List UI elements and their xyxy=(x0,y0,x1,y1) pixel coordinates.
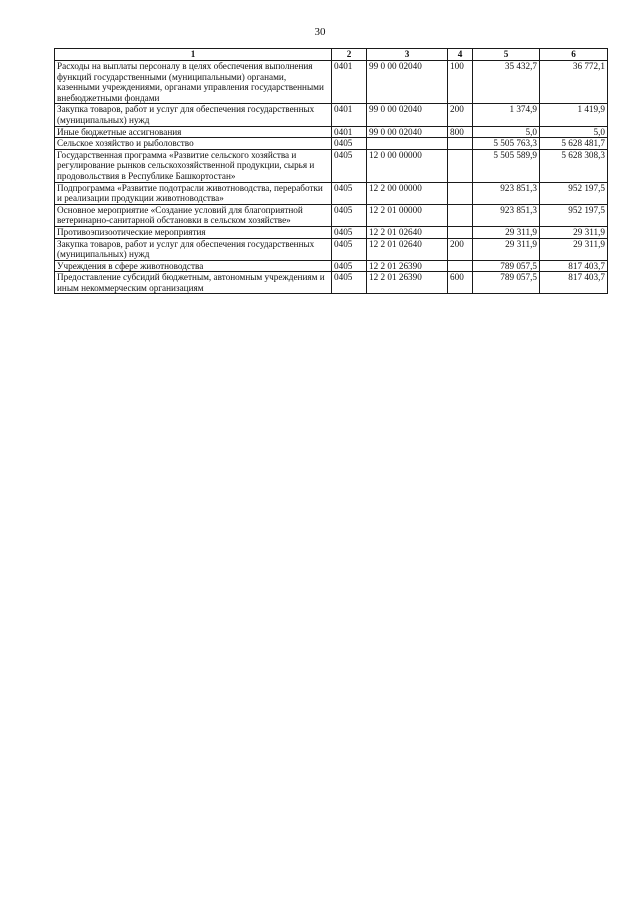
cell-amount-2: 5 628 308,3 xyxy=(540,149,608,182)
cell-name: Расходы на выплаты персоналу в целях обеспечения выполнения функций государственными (муниципальными) органами, казенными учреждениями, органами управления государственными внебюджетными фондами xyxy=(55,61,332,104)
header-col-3: 3 xyxy=(367,49,448,61)
cell-target-code: 12 2 01 26390 xyxy=(367,272,448,294)
cell-amount-2: 817 403,7 xyxy=(540,272,608,294)
table-row xyxy=(55,238,608,260)
cell-section-code: 0405 xyxy=(332,138,367,150)
cell-amount-2: 29 311,9 xyxy=(540,226,608,238)
cell-section-code: 0405 xyxy=(332,204,367,226)
cell-amount-1: 923 851,3 xyxy=(473,182,540,204)
cell-section-code: 0405 xyxy=(332,182,367,204)
cell-target-code xyxy=(367,138,448,150)
cell-expense-type xyxy=(448,204,473,226)
cell-expense-type: 200 xyxy=(448,104,473,126)
cell-expense-type xyxy=(448,138,473,150)
cell-target-code: 12 2 01 00000 xyxy=(367,204,448,226)
cell-amount-1: 5 505 589,9 xyxy=(473,149,540,182)
cell-expense-type xyxy=(448,182,473,204)
cell-name: Подпрограмма «Развитие подотрасли животноводства, переработки и реализации продукции животноводства» xyxy=(55,182,332,204)
header-col-2: 2 xyxy=(332,49,367,61)
page-number: 30 xyxy=(314,26,326,38)
cell-name: Предоставление субсидий бюджетным, автономным учреждениям и иным некоммерческим организациям xyxy=(55,272,332,294)
cell-target-code: 12 2 01 02640 xyxy=(367,238,448,260)
budget-table xyxy=(54,48,608,294)
cell-section-code: 0405 xyxy=(332,238,367,260)
header-col-4: 4 xyxy=(448,49,473,61)
table-header-row xyxy=(55,49,608,61)
cell-amount-1: 789 057,5 xyxy=(473,272,540,294)
table-row xyxy=(55,138,608,150)
cell-name: Учреждения в сфере животноводства xyxy=(55,260,332,272)
cell-name: Закупка товаров, работ и услуг для обеспечения государственных (муниципальных) нужд xyxy=(55,238,332,260)
cell-target-code: 99 0 00 02040 xyxy=(367,104,448,126)
cell-amount-1: 789 057,5 xyxy=(473,260,540,272)
cell-amount-1: 5,0 xyxy=(473,126,540,138)
table-row xyxy=(55,260,608,272)
table-row xyxy=(55,61,608,104)
cell-expense-type xyxy=(448,149,473,182)
cell-amount-1: 29 311,9 xyxy=(473,238,540,260)
cell-name: Противоэпизоотические мероприятия xyxy=(55,226,332,238)
cell-section-code: 0405 xyxy=(332,260,367,272)
cell-expense-type: 200 xyxy=(448,238,473,260)
table-row xyxy=(55,226,608,238)
cell-target-code: 12 2 00 00000 xyxy=(367,182,448,204)
table-row xyxy=(55,104,608,126)
table-row xyxy=(55,149,608,182)
cell-section-code: 0401 xyxy=(332,61,367,104)
cell-section-code: 0405 xyxy=(332,226,367,238)
cell-target-code: 12 0 00 00000 xyxy=(367,149,448,182)
cell-section-code: 0401 xyxy=(332,104,367,126)
cell-amount-2: 1 419,9 xyxy=(540,104,608,126)
cell-amount-2: 29 311,9 xyxy=(540,238,608,260)
cell-name: Иные бюджетные ассигнования xyxy=(55,126,332,138)
cell-name: Закупка товаров, работ и услуг для обеспечения государственных (муниципальных) нужд xyxy=(55,104,332,126)
cell-amount-1: 5 505 763,3 xyxy=(473,138,540,150)
cell-section-code: 0401 xyxy=(332,126,367,138)
table-row xyxy=(55,272,608,294)
cell-amount-2: 36 772,1 xyxy=(540,61,608,104)
cell-expense-type: 600 xyxy=(448,272,473,294)
cell-amount-2: 952 197,5 xyxy=(540,182,608,204)
cell-name: Государственная программа «Развитие сельского хозяйства и регулирование рынков сельскохозяйственной продукции, сырья и продовольствия в Республике Башкортостан» xyxy=(55,149,332,182)
cell-expense-type xyxy=(448,226,473,238)
cell-target-code: 99 0 00 02040 xyxy=(367,61,448,104)
header-col-1: 1 xyxy=(55,49,332,61)
cell-target-code: 12 2 01 02640 xyxy=(367,226,448,238)
table-body xyxy=(55,61,608,294)
cell-amount-2: 817 403,7 xyxy=(540,260,608,272)
cell-expense-type: 100 xyxy=(448,61,473,104)
cell-amount-2: 952 197,5 xyxy=(540,204,608,226)
header-col-5: 5 xyxy=(473,49,540,61)
cell-amount-2: 5,0 xyxy=(540,126,608,138)
cell-amount-1: 29 311,9 xyxy=(473,226,540,238)
cell-section-code: 0405 xyxy=(332,272,367,294)
cell-amount-1: 923 851,3 xyxy=(473,204,540,226)
cell-expense-type xyxy=(448,260,473,272)
table-row xyxy=(55,182,608,204)
cell-target-code: 12 2 01 26390 xyxy=(367,260,448,272)
table-row xyxy=(55,204,608,226)
cell-expense-type: 800 xyxy=(448,126,473,138)
cell-section-code: 0405 xyxy=(332,149,367,182)
header-col-6: 6 xyxy=(540,49,608,61)
cell-amount-1: 35 432,7 xyxy=(473,61,540,104)
cell-amount-1: 1 374,9 xyxy=(473,104,540,126)
table-row xyxy=(55,126,608,138)
cell-name: Сельское хозяйство и рыболовство xyxy=(55,138,332,150)
cell-target-code: 99 0 00 02040 xyxy=(367,126,448,138)
cell-name: Основное мероприятие «Создание условий для благоприятной ветеринарно-санитарной обстановки в сельском хозяйстве» xyxy=(55,204,332,226)
cell-amount-2: 5 628 481,7 xyxy=(540,138,608,150)
